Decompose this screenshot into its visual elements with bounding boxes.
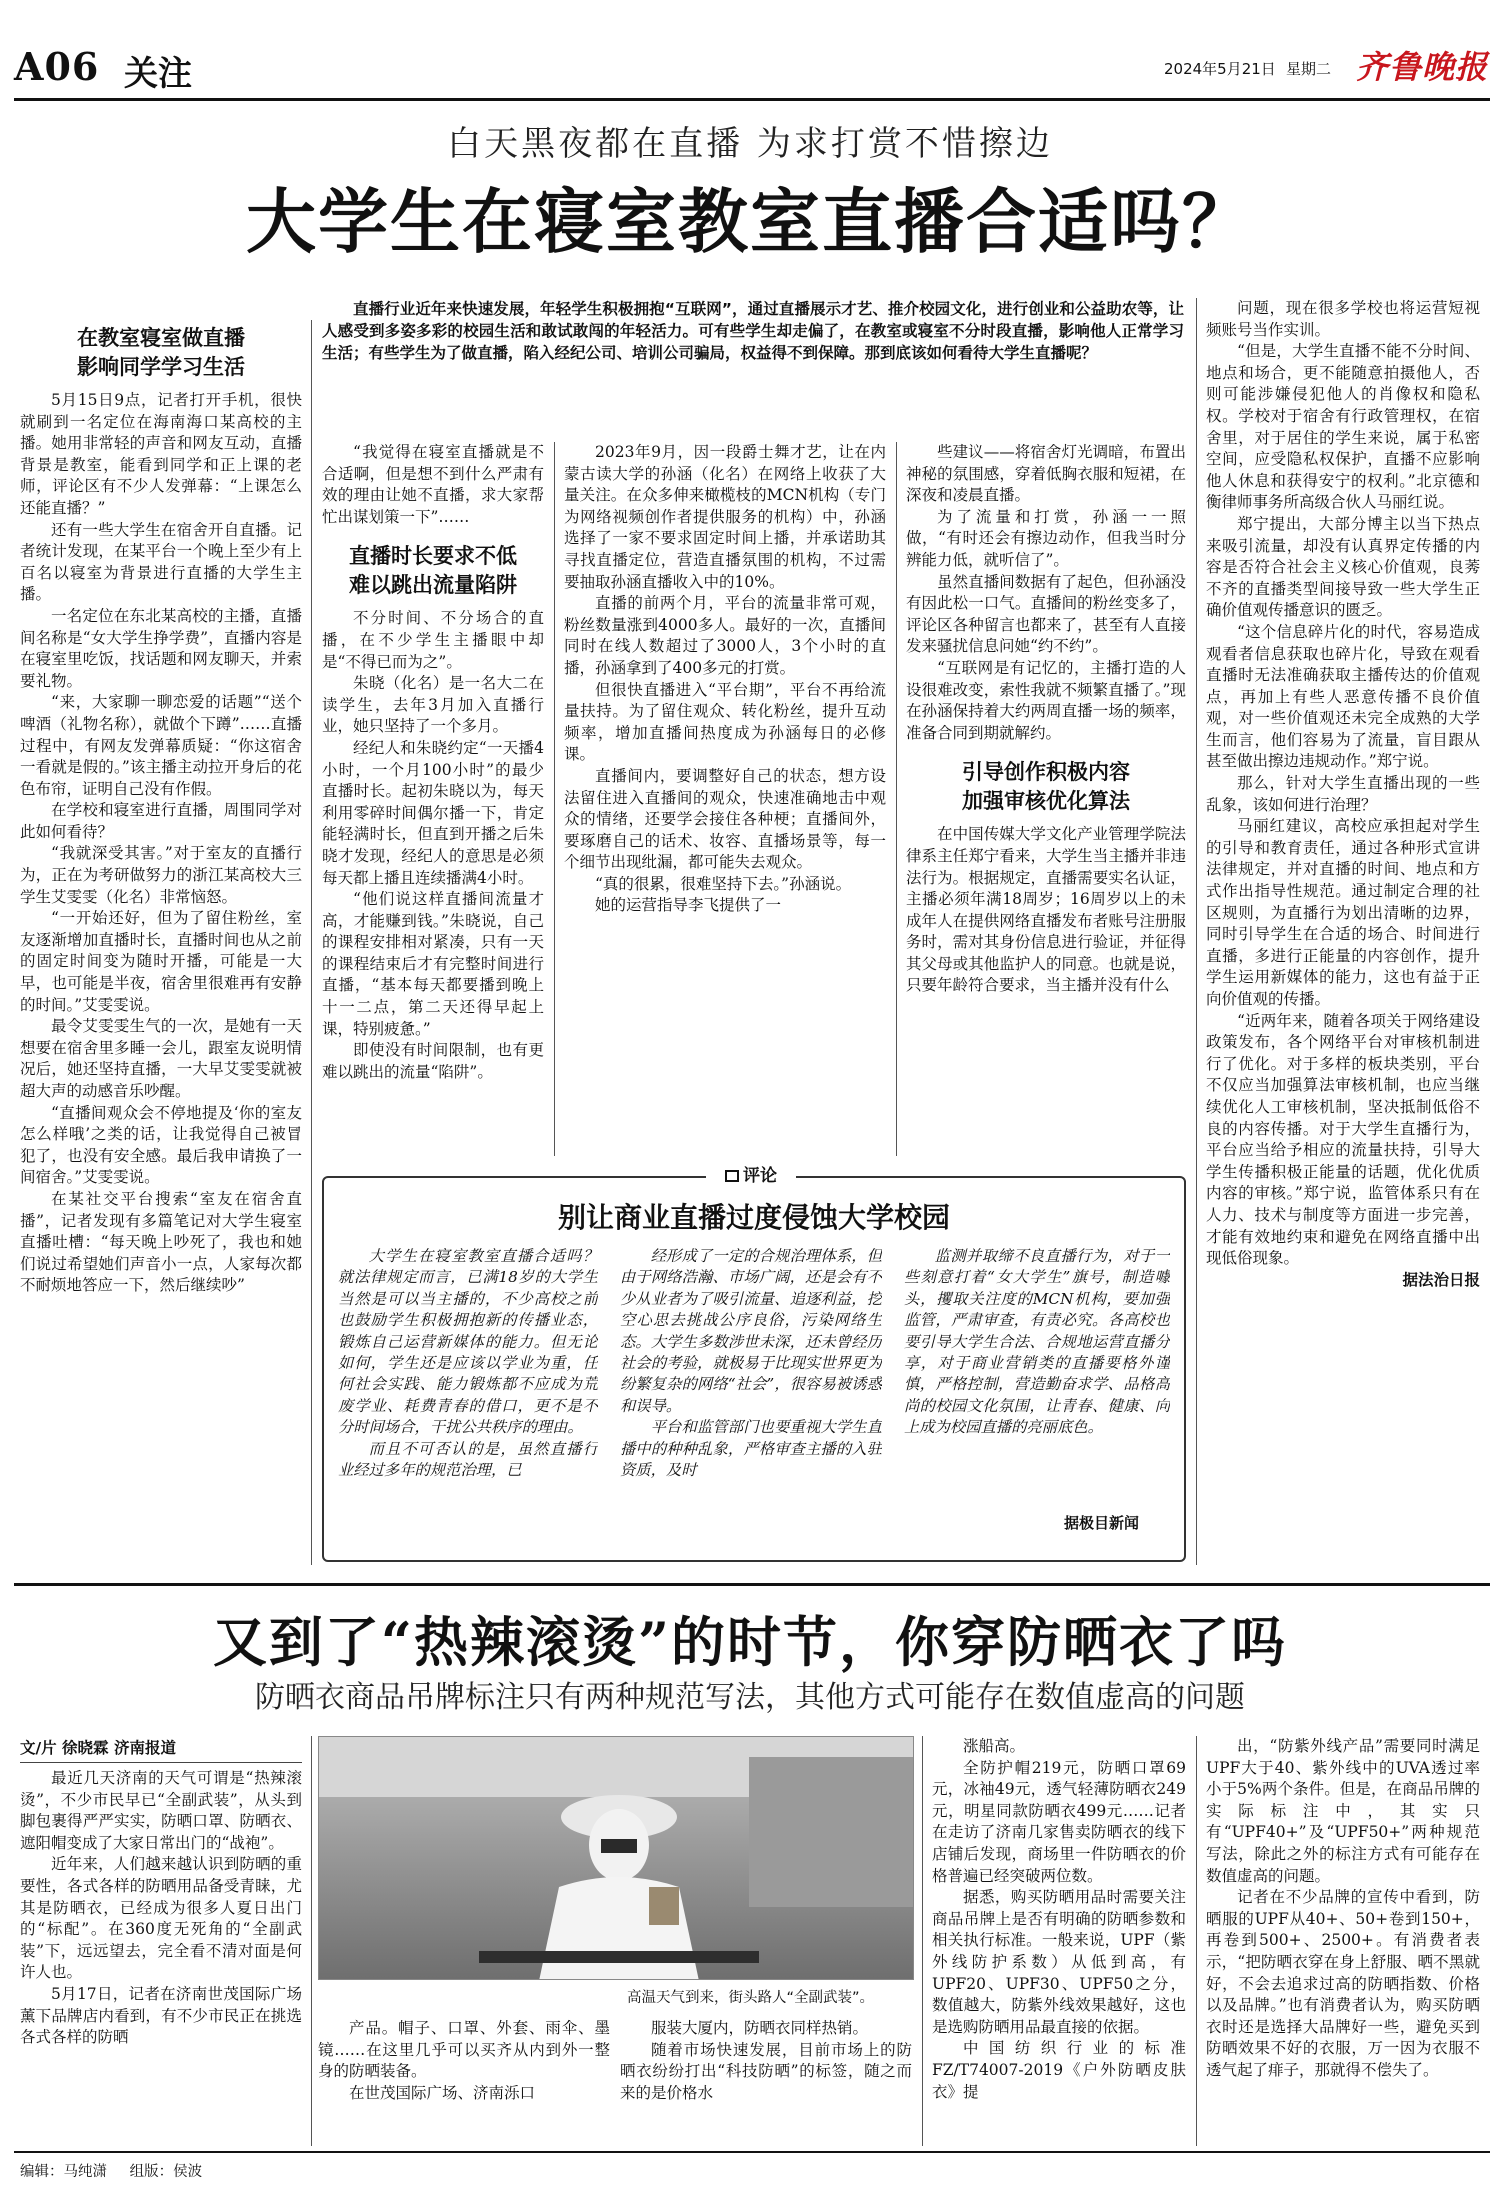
column-divider — [896, 442, 897, 1156]
paragraph: 虽然直播间数据有了起色，但孙涵没有因此松一口气。直播间的粉丝变多了，评论区各种留言也都来了，甚至有人直接发来骚扰信息问她“约不约”。 — [906, 572, 1186, 656]
paragraph: 那么，针对大学生直播出现的一些乱象，该如何进行治理？ — [1206, 774, 1480, 814]
paragraph: 产品。帽子、口罩、外套、雨伞、墨镜……在这里几乎可以买齐从内到外一整身的防晒装备。 — [318, 2019, 610, 2081]
story1-subhead-1: 在教室寝室做直播 影响同学学习生活 — [77, 326, 245, 379]
paragraph: “近两年来，随着各项关于网络建设政策发布，各个网络平台对审核机制进行了优化。对于多样的板块类别，平台不仅应当加强算法审核机制，也应当继续优化人工审核机制，坚决抵制低俗不良的内容传播。对于大学生直播行为，平台应当给予相应的流量扶持，引导大学生传播积极正能量的话题，优化优质内容的审核。”郑宁说，监管体系只有在人力、技术与制度等方面进一步完善，才能有效地约束和避免在网络直播中出现低俗现象。 — [1206, 1011, 1480, 1268]
paragraph: 在某社交平台搜索“室友在宿舍直播”，记者发现有多篇笔记对大学生寝室直播吐槽：“每天晚上吵死了，我也和她们说过希望她们声音小一点，人家每次都不耐烦地答应一下，然后继续吵” — [20, 1189, 302, 1295]
paragraph: 为了流量和打赏，孙涵一一照做，“有时还会有擦边动作，但我当时分辨能力低，就听信了”。 — [906, 507, 1186, 569]
paragraph: 些建议——将宿舍灯光调暗，布置出神秘的氛围感，穿着低胸衣服和短裙，在深夜和凌晨直播。 — [906, 443, 1186, 505]
story1-kicker: 白天黑夜都在直播 为求打赏不惜擦边 — [447, 124, 1053, 164]
paragraph: 出，“防紫外线产品”需要同时满足UPF大于40、紫外线中的UVA透过率小于5%两个条件。但是，在商品吊牌的实际标注中，其实只有“UPF40+”及“UPF50+”两种规范写法，除此之外的标注方式有可能存在数值虚高的问题。 — [1206, 1737, 1480, 1885]
story1-column-4 — [906, 442, 1186, 1160]
paragraph: 还有一些大学生在宿舍开自直播。记者统计发现，在某平台一个晚上至少有上百名以寝室为背景进行直播的大学生主播。 — [20, 520, 302, 604]
story1-column-3 — [564, 442, 886, 1160]
paragraph: 朱晓（化名）是一名大二在读学生，去年3月加入直播行业，她只坚持了一个多月。 — [322, 674, 544, 736]
paragraph: 不分时间、不分场合的直播，在不少学生主播眼中却是“不得已而为之”。 — [322, 609, 544, 671]
story2-kicker: 防晒衣商品吊牌标注只有两种规范写法，其他方式可能存在数值虚高的问题 — [255, 1680, 1245, 1715]
paragraph: 中国纺织行业的标准FZ/T74007-2019《户外防晒皮肤衣》提 — [932, 2039, 1186, 2101]
page-number: A06 — [14, 44, 100, 89]
paragraph: 随着市场快速发展，目前市场上的防晒衣纷纷打出“科技防晒”的标签，随之而来的是价格水 — [620, 2040, 912, 2102]
story1-column-5 — [1206, 298, 1480, 1566]
story1-source: 据法治日报 — [1402, 1270, 1480, 1289]
story2-photo — [318, 1736, 914, 1980]
paragraph: 5月15日9点，记者打开手机，很快就刷到一名定位在海南海口某高校的主播。她用非常轻的声音和网友互动，直播背景是教室，能看到同学和正上课的老师，评论区有不少人发弹幕：“上课怎么还能直播？” — [20, 391, 302, 517]
paragraph: “来，大家聊一聊恋爱的话题”“送个啤酒（礼物名称），就做个下蹲”……直播过程中，有网友发弹幕质疑：“你这宿舍一看就是假的。”该主播主动拉开身后的花色布帘，证明自己没有作假。 — [20, 693, 302, 798]
section-name: 关注 — [124, 54, 192, 94]
paragraph: 经纪人和朱晓约定“一天播4小时，一个月100小时”的最少直播时长。起初朱晓以为，每天利用零碎时间偶尔播一下，肯定能轻满时长，但直到开播之后朱晓才发现，经纪人的意思是必须每天都上播且连续播满4小时。 — [322, 738, 544, 887]
paragraph: 涨船高。 — [963, 1737, 1026, 1755]
paragraph: 服装大厦内，防晒衣同样热销。 — [651, 2019, 869, 2037]
editor-credit: 编辑：马纯潇 — [20, 2164, 107, 2180]
page-footer — [20, 2160, 220, 2181]
comment-tag — [706, 1163, 796, 1189]
paragraph: 在学校和寝室进行直播，周围同学对此如何看待？ — [20, 801, 302, 841]
paragraph: 郑宁提出，大部分博主以当下热点来吸引流量，却没有认真界定传播的内容是否符合社会主义核心价值观，良莠不齐的直播类型间接导致一些大学生正确价值观传播意识的匮乏。 — [1206, 514, 1480, 620]
paragraph: 最近几天济南的天气可谓是“热辣滚烫”，不少市民早已“全副武装”，从头到脚包裹得严严实实，防晒口罩、防晒衣、遮阳帽变成了大家日常出门的“战袍”。 — [20, 1769, 302, 1852]
comment-title: 别让商业直播过度侵蚀大学校园 — [557, 1201, 950, 1234]
paragraph: 据悉，购买防晒用品时需要关注商品吊牌上是否有明确的防晒参数和相关执行标准。一般来说，UPF（紫外线防护系数）从低到高，有UPF20、UPF30、UPF50之分，数值越大，防紫外线效果越好，这也是选购防晒用品最直接的依据。 — [932, 1888, 1186, 2036]
bottom-rule — [14, 2151, 1490, 2153]
paragraph: 而且不可否认的是，虽然直播行业经过多年的规范治理，已 — [338, 1439, 598, 1480]
story2-column-1 — [20, 1768, 302, 2146]
paragraph: “互联网是有记忆的，主播打造的人设很难改变，索性我就不频繁直播了。”现在孙涵保持着大约两周直播一场的频率，准备合同到期就解约。 — [906, 658, 1186, 742]
column-divider — [554, 442, 555, 1156]
paragraph: 近年来，人们越来越认识到防晒的重要性，各式各样的防晒用品备受青睐，尤其是防晒衣，已经成为很多人夏日出门的“标配”。在360度无死角的“全副武装”下，远远望去，完全看不清对面是何许人也。 — [20, 1855, 302, 1982]
comment-box-icon — [725, 1170, 739, 1182]
photo-illustration — [319, 1737, 914, 1980]
paragraph: “这个信息碎片化的时代，容易造成观看者信息获取也碎片化，导致在观看直播时无法准确获取主播传达的价值观点，再加上有些人恶意传播不良价值观，对一些价值观还未完全成熟的大学生而言，他们容易为了流量，盲目跟从甚至做出擦边违规动作。”郑宁说。 — [1206, 622, 1480, 771]
paragraph: 即使没有时间限制，也有更难以跳出的流量“陷阱”。 — [322, 1041, 544, 1081]
story2-column-5 — [1206, 1736, 1480, 2146]
column-divider — [922, 1736, 923, 2146]
story2-byline: 文/片 徐晓霖 济南报道 — [20, 1736, 302, 1763]
paragraph: 监测并取缔不良直播行为，对于一些刻意打着“女大学生”旗号，制造噱头，攫取关注度的MCN机构，要加强监管，严肃审查，有责必究。各高校也要引导大学生合法、合规地运营直播分享，对于商业营销类的直播要格外谨慎，严格控制，营造勤奋求学、品格高尚的校园文化氛围，让青春、健康、向上成为校园直播的亮丽底色。 — [904, 1247, 1170, 1437]
story2-photo-caption: 高温天气到来，街头路人“全副武装”。 — [626, 1990, 874, 2006]
story1-column-2 — [322, 442, 544, 1160]
paragraph: “我觉得在寝室直播就是不合适啊，但是想不到什么严肃有效的理由让她不直播，求大家帮忙出谋划策一下”…… — [322, 443, 544, 526]
paragraph: 平台和监管部门也要重视大学生直播中的种种乱象，严格审查主播的入驻资质，及时 — [620, 1418, 882, 1480]
column-divider — [1196, 298, 1197, 1565]
paragraph: 经形成了一定的合规治理体系，但由于网络浩瀚、市场广阔，还是会有不少从业者为了吸引流量、追逐利益，挖空心思去挑战公序良俗，污染网络生态。大学生多数涉世未深，还未曾经历社会的考验，就极易于比现实世界更为纷繁复杂的网络“社会”，很容易被诱惑和误导。 — [620, 1247, 882, 1415]
paragraph: “真的很累，很难坚持下去。”孙涵说。 — [595, 874, 852, 893]
paragraph: “我就深受其害。”对于室友的直播行为，正在为考研做努力的浙江某高校大三学生艾雯雯（化名）非常恼怒。 — [20, 844, 302, 906]
issue-weekday: 星期二 — [1286, 60, 1332, 78]
story1-intro: 直播行业近年来快速发展，年轻学生积极拥抱“互联网”，通过直播展示才艺、推介校园文化，进行创业和公益助农等，让人感受到多姿多彩的校园生活和敢试敢闯的年轻活力。可有些学生却走偏了，在教室或寝室不分时段直播，影响他人正常学习生活；有些学生为了做直播，陷入经纪公司、培训公司骗局，权益得不到保障。那到底该如何看待大学生直播呢？ — [322, 300, 1184, 362]
paragraph: 直播的前两个月，平台的流量非常可观，粉丝数量涨到4000多人。最好的一次，直播间同时在线人数超过了3000人，3个小时的直播，孙涵拿到了400多元的打赏。 — [564, 594, 886, 677]
comment-column-3 — [904, 1246, 1170, 1504]
story2-headline: 又到了“热辣滚烫”的时节，你穿防晒衣了吗 — [212, 1610, 1288, 1674]
paragraph: 5月17日，记者在济南世茂国际广场薰下品牌店内看到，有不少市民正在挑选各式各样的防晒 — [20, 1984, 302, 2047]
column-divider — [311, 1736, 312, 2146]
comment-tag-label: 评论 — [743, 1166, 777, 1186]
paragraph: 她的运营指导李飞提供了一 — [595, 896, 782, 915]
paragraph: “一开始还好，但为了留住粉丝，室友逐渐增加直播时长，直播时间也从之前的固定时间变为随时开播，可能是一大早，也可能是半夜，宿舍里很难再有安静的时间。”艾雯雯说。 — [20, 909, 302, 1014]
paragraph: 在中国传媒大学文化产业管理学院法律系主任郑宁看来，大学生当主播并非违法行为。根据规定，直播需要实名认证，主播必须年满18周岁；16周岁以上的未成年人在提供网络直播发布者账号注册服务时，需对其身份信息进行验证，并征得其父母或其他监护人的同意。也就是说，只要年龄符合要求，当主播并没有什么 — [906, 825, 1186, 995]
story1-subhead-3: 引导创作积极内容 加强审核优化算法 — [962, 760, 1130, 814]
paragraph: 一名定位在东北某高校的主播，直播间名称是“女大学生挣学费”，直播内容是在寝室里吃饭，找话题和网友聊天，并索要礼物。 — [20, 606, 302, 690]
paragraph: 马丽红建议，高校应承担起对学生的引导和教育责任，通过各种形式宣讲法律规定，并对直播的时间、地点和方式作出指导性规范。通过制定合理的社区规则，为直播行为划出清晰的边界，同时引导学生在合适的场合、时间进行直播，多进行正能量的内容创作，提升学生运用新媒体的能力，这也有益于正向价值观的传播。 — [1206, 817, 1480, 1008]
column-divider — [1196, 1736, 1197, 2146]
paragraph: 但很快直播进入“平台期”，平台不再给流量扶持。为了留住观众、转化粉丝，提升互动频率，增加直播间热度成为孙涵每日的必修课。 — [564, 680, 886, 764]
story1-subhead-2: 直播时长要求不低 难以跳出流量陷阱 — [349, 544, 517, 598]
comment-source: 据极目新闻 — [1064, 1514, 1140, 1532]
masthead — [14, 38, 1490, 96]
story1-headline: 大学生在寝室教室直播合适吗？ — [246, 180, 1254, 263]
story1-column-1 — [20, 320, 302, 1565]
paragraph: 在世茂国际广场、济南泺口 — [349, 2083, 536, 2102]
paragraph: 2023年9月，因一段爵士舞才艺，让在内蒙古读大学的孙涵（化名）在网络上收获了大量关注。在众多伸来橄榄枝的MCN机构（专门为网络视频创作者提供服务的机构）中，孙涵选择了一家不要求固定时间上播，并承诺助其寻找直播定位，营造直播氛围的机构，不过需要抽取孙涵直播收入中的10%。 — [564, 443, 886, 591]
issue-date: 2024年5月21日 — [1164, 60, 1276, 78]
paragraph: 全防护帽219元，防晒口罩69元，冰袖49元，透气轻薄防晒衣249元，明星同款防晒衣499元……记者在走访了济南几家售卖防晒衣的线下店铺后发现，商场里一件防晒衣的价格普遍已经突破两位数。 — [932, 1758, 1186, 1885]
paragraph: 问题，现在很多学校也将运营短视频账号当作实训。 — [1206, 299, 1480, 339]
newspaper-logo: 齐鲁晚报 — [1356, 48, 1489, 86]
paragraph: “直播间观众会不停地提及‘你的室友怎么样哦’之类的话，让我觉得自己被冒犯了，也没有安全感。最后我申请换了一间宿舍。”艾雯雯说。 — [20, 1103, 302, 1187]
paragraph: 直播间内，要调整好自己的状态，想方设法留住进入直播间的观众，快速准确地击中观众的情绪，还要学会接住各种梗；直播间外，要琢磨自己的话术、妆容、直播场景等，每一个细节出现纰漏，都可能失去观众。 — [564, 766, 886, 872]
comment-column-1 — [338, 1246, 598, 1546]
paragraph: 大学生在寝室教室直播合适吗？就法律规定而言，已满18岁的大学生当然是可以当主播的，不少高校之前也鼓励学生积极拥抱新的传播业态，锻炼自己运营新媒体的能力。但无论如何，学生还是应该以学业为重，任何社会实践、能力锻炼都不应成为荒废学业、耗费青春的借口，更不是不分时间场合，干扰公共秩序的理由。 — [338, 1247, 598, 1437]
paragraph: “他们说这样直播间流量才高，才能赚到钱。”朱晓说，自己的课程安排相对紧凑，只有一天的课程结束后才有完整时间进行直播，“基本每天都要播到晚上十一二点，第二天还得早起上课，特别疲惫。” — [322, 890, 544, 1038]
story2-column-2 — [318, 2018, 610, 2146]
top-rule — [14, 98, 1490, 101]
story2-column-3 — [620, 2018, 912, 2146]
paragraph: 最令艾雯雯生气的一次，是她有一天想要在宿舍里多睡一会儿，跟室友说明情况后，她还坚持直播，一大早艾雯雯就被超大声的动感音乐吵醒。 — [20, 1017, 302, 1100]
story2-column-4 — [932, 1736, 1186, 2146]
column-divider — [311, 320, 312, 1565]
comment-column-2 — [620, 1246, 882, 1546]
layout-credit: 组版：侯波 — [129, 2164, 203, 2180]
middle-rule — [14, 1583, 1490, 1586]
paragraph: “但是，大学生直播不能不分时间、地点和场合，更不能随意拍摄他人，否则可能涉嫌侵犯他人的肖像权和隐私权。学校对于宿舍有行政管理权，在宿舍里，对于居住的学生来说，属于私密空间，应受隐私权保护，直播不应影响他人休息和获得安宁的权利。”北京德和衡律师事务所高级合伙人马丽红说。 — [1206, 342, 1480, 512]
paragraph: 记者在不少品牌的宣传中看到，防晒服的UPF从40+、50+卷到150+，再卷到500+、2500+。有消费者表示，“把防晒衣穿在身上舒服、晒不黑就好，不会去追求过高的防晒指数、价格以及品牌。”也有消费者认为，购买防晒衣时还是选择大品牌好一些，避免买到防晒效果不好的衣服，万一因为衣服不透气起了痱子，那就得不偿失了。 — [1206, 1888, 1480, 2079]
